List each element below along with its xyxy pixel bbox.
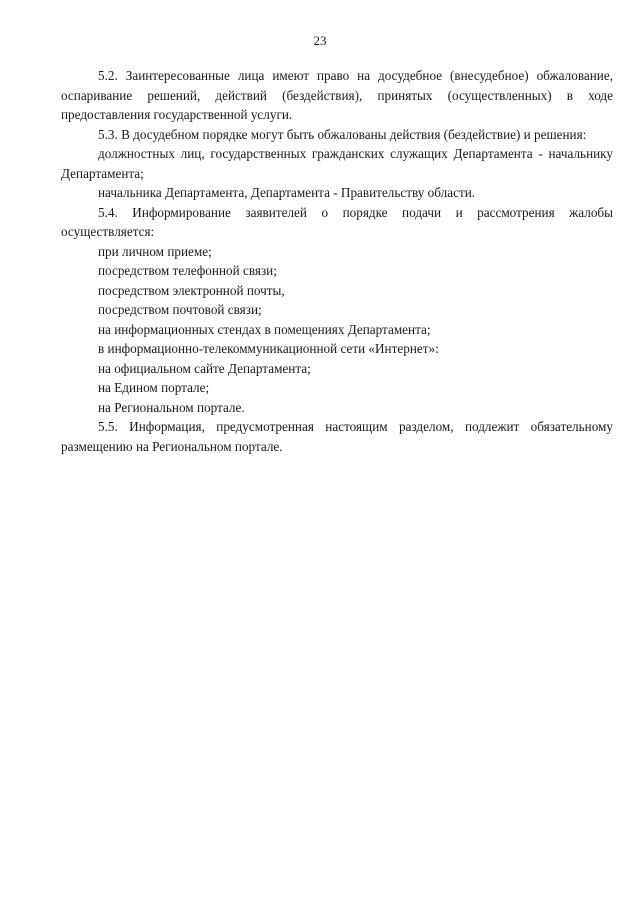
- paragraph-5-4-item: посредством электронной почты,: [98, 282, 285, 298]
- page-number: 23: [313, 33, 327, 48]
- paragraph-5-4-item: посредством почтовой связи;: [98, 302, 262, 317]
- section-5-body: [61, 66, 613, 456]
- paragraph-5-4-item: посредством телефонной связи;: [98, 263, 277, 278]
- paragraph-5-4-item: при личном приеме;: [98, 243, 212, 259]
- paragraph-5-3-item-2: начальника Департамента, Департамента - Правительству области.: [98, 185, 476, 200]
- paragraph-5-4-item: на официальном сайте Департамента;: [98, 360, 311, 376]
- paragraph-5-4-item: в информационно-телекоммуникационной сети «Интернет»:: [98, 341, 439, 356]
- paragraph-5-3: 5.3. В досудебном порядке могут быть обжалованы действия (бездействие) и решения:: [98, 126, 587, 142]
- paragraph-5-4: 5.4. Информирование заявителей о порядке подачи и рассмотрения жалобы осуществляется:: [61, 204, 613, 239]
- paragraph-5-4-item: на Региональном портале.: [98, 399, 245, 415]
- paragraph-5-4-item: на Едином портале;: [98, 380, 210, 395]
- paragraph-5-5: 5.5. Информация, предусмотренная настоящим разделом, подлежит обязательному размещению на Региональном портале.: [61, 419, 613, 454]
- paragraph-5-3-item-1: должностных лиц, государственных гражданских служащих Департамента - начальнику Департамента;: [61, 146, 613, 181]
- paragraph-5-4-item: на информационных стендах в помещениях Департамента;: [98, 321, 431, 337]
- paragraph-5-2: 5.2. Заинтересованные лица имеют право на досудебное (внесудебное) обжалование, оспаривание решений, действий (бездействия), принятых (осуществленных) в ходе предоставления государственной услуги.: [61, 68, 613, 122]
